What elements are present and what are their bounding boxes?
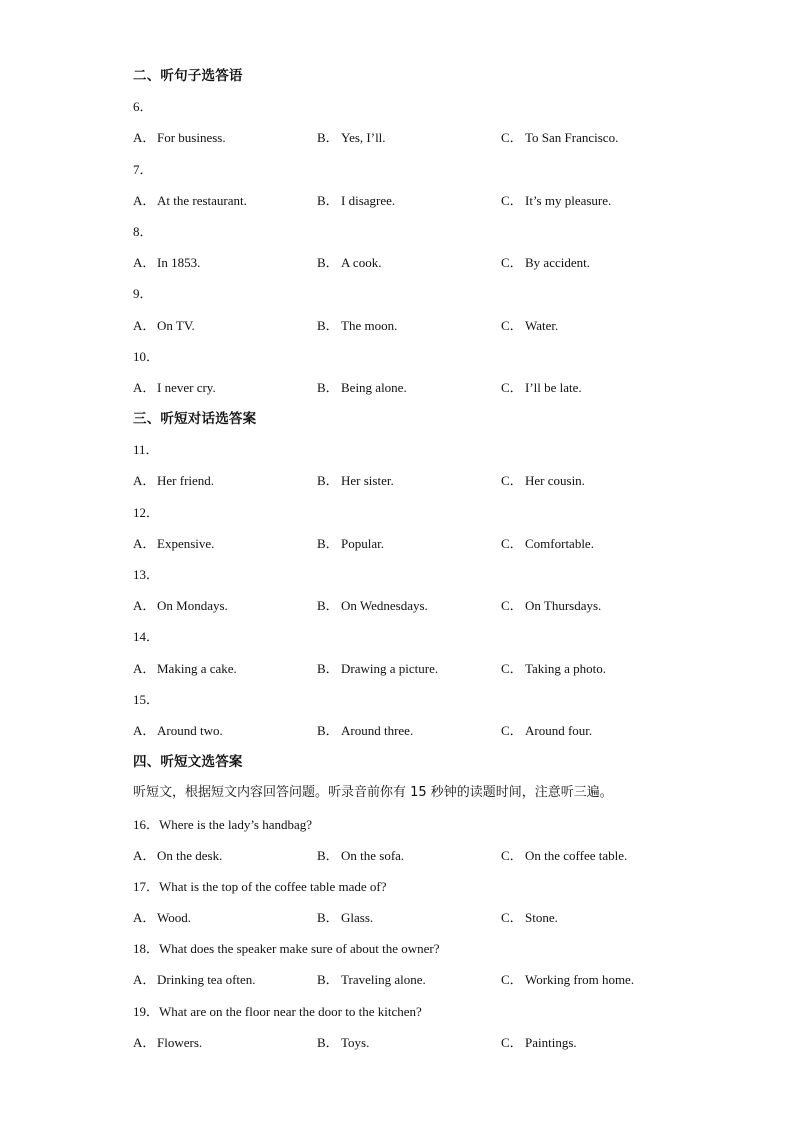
option-b (317, 534, 384, 554)
option-text: I never cry. (157, 379, 216, 395)
question-stem: 19．What are on the floor near the door to the kitchen? (133, 1003, 422, 1019)
question-stem: 12． (133, 504, 160, 520)
option-c (501, 970, 634, 990)
question-stem: 8． (133, 223, 153, 239)
option-text: Toys. (341, 1034, 370, 1050)
option-a (133, 908, 191, 928)
options-row (133, 128, 733, 159)
option-letter: A． (133, 660, 156, 676)
option-b (317, 128, 386, 148)
section-heading: 三、听短对话选答案 (133, 411, 257, 428)
options-row (133, 596, 733, 627)
option-c (501, 378, 582, 398)
option-c (501, 471, 585, 491)
option-text: On the sofa. (341, 847, 405, 863)
option-text: Wood. (157, 910, 191, 926)
option-letter: A． (133, 1034, 156, 1050)
option-b (317, 191, 395, 211)
option-text: Around four. (525, 722, 593, 738)
option-text: Making a cake. (157, 660, 237, 676)
option-text: Drinking tea often. (157, 972, 256, 988)
options-row (133, 534, 733, 565)
question-stem: 11． (133, 442, 159, 458)
options-row (133, 471, 733, 502)
options-row (133, 316, 733, 347)
option-text: I’ll be late. (525, 379, 582, 395)
option-c (501, 191, 611, 211)
option-text: Popular. (341, 535, 384, 551)
option-letter: A． (133, 473, 156, 489)
option-text: Yes, I’ll. (341, 130, 386, 146)
question-stem: 7． (133, 161, 153, 177)
option-letter: A． (133, 847, 156, 863)
option-b (317, 253, 381, 273)
option-b (317, 1033, 369, 1053)
option-letter: B． (317, 317, 339, 333)
option-letter: B． (317, 255, 339, 271)
section-instruction: 听短文，根据短文内容回答问题。听录音前你有 15 秒钟的读题时间，注意听三遍。 (133, 785, 613, 801)
option-c (501, 908, 558, 928)
option-a (133, 970, 256, 990)
option-c (501, 253, 590, 273)
option-a (133, 471, 214, 491)
option-text: Expensive. (157, 535, 215, 551)
option-text: Drawing a picture. (341, 660, 439, 676)
option-letter: B． (317, 130, 339, 146)
option-b (317, 846, 404, 866)
option-letter: B． (317, 192, 339, 208)
option-letter: A． (133, 598, 156, 614)
option-letter: C． (501, 972, 523, 988)
option-a (133, 534, 214, 554)
question-stem: 9． (133, 286, 153, 302)
option-letter: C． (501, 722, 523, 738)
option-letter: C． (501, 535, 523, 551)
option-text: Being alone. (341, 379, 407, 395)
option-text: Traveling alone. (341, 972, 426, 988)
option-a (133, 721, 223, 741)
option-letter: A． (133, 535, 156, 551)
option-letter: A． (133, 255, 156, 271)
option-b (317, 721, 413, 741)
document-page (133, 66, 733, 1064)
option-text: On TV. (157, 317, 195, 333)
option-text: Around two. (157, 722, 223, 738)
question-stem: 13． (133, 567, 160, 582)
option-letter: B． (317, 910, 339, 926)
option-text: It’s my pleasure. (525, 192, 612, 208)
option-text: Her sister. (341, 473, 394, 489)
option-text: In 1853. (157, 255, 201, 271)
option-text: By accident. (525, 255, 590, 271)
option-text: For business. (157, 130, 226, 146)
option-letter: C． (501, 1034, 523, 1050)
option-b (317, 659, 438, 679)
option-a (133, 596, 228, 616)
question-stem: 15． (133, 691, 160, 707)
option-text: At the restaurant. (157, 192, 247, 208)
option-text: Taking a photo. (525, 660, 607, 676)
option-text: On Mondays. (157, 598, 228, 614)
question-stem: 6． (133, 99, 153, 115)
options-row (133, 846, 733, 877)
option-text: Stone. (525, 910, 558, 926)
option-text: A cook. (341, 255, 382, 271)
option-letter: C． (501, 255, 523, 271)
options-row (133, 378, 733, 409)
option-c (501, 846, 627, 866)
option-a (133, 846, 222, 866)
options-row (133, 659, 733, 690)
options-row (133, 1033, 733, 1064)
option-a (133, 253, 200, 273)
option-a (133, 191, 247, 211)
option-letter: C． (501, 598, 523, 614)
option-c (501, 721, 592, 741)
option-c (501, 1033, 577, 1053)
option-letter: A． (133, 910, 156, 926)
option-a (133, 128, 226, 148)
option-text: Water. (525, 317, 559, 333)
option-a (133, 1033, 202, 1053)
option-letter: B． (317, 722, 339, 738)
section-heading: 二、听句子选答语 (133, 68, 243, 84)
option-c (501, 128, 618, 148)
option-letter: A． (133, 192, 156, 208)
option-b (317, 316, 397, 336)
options-row (133, 253, 733, 284)
option-letter: C． (501, 192, 523, 208)
option-c (501, 596, 601, 616)
question-stem: 18．What does the speaker make sure of about the owner? (133, 941, 440, 957)
option-a (133, 378, 216, 398)
option-letter: A． (133, 722, 156, 738)
option-b (317, 970, 426, 990)
options-row (133, 191, 733, 222)
option-text: Her cousin. (525, 473, 585, 489)
option-text: On Wednesdays. (341, 598, 428, 614)
option-letter: A． (133, 130, 156, 146)
option-a (133, 659, 237, 679)
section-heading: 四、听短文选答案 (133, 754, 243, 771)
option-a (133, 316, 195, 336)
option-c (501, 534, 594, 554)
option-b (317, 908, 373, 928)
options-row (133, 721, 733, 752)
option-text: Around three. (341, 722, 414, 738)
option-letter: C． (501, 910, 523, 926)
option-text: To San Francisco. (525, 130, 619, 146)
option-letter: C． (501, 473, 523, 489)
option-letter: B． (317, 473, 339, 489)
option-text: Paintings. (525, 1034, 577, 1050)
question-stem: 14． (133, 629, 160, 645)
option-letter: B． (317, 972, 339, 988)
option-letter: B． (317, 847, 339, 863)
option-letter: B． (317, 1034, 339, 1050)
option-letter: B． (317, 598, 339, 614)
option-text: Flowers. (157, 1034, 203, 1050)
option-letter: C． (501, 847, 523, 863)
option-letter: B． (317, 535, 339, 551)
option-text: Comfortable. (525, 535, 594, 551)
option-letter: A． (133, 379, 156, 395)
option-text: Her friend. (157, 473, 215, 489)
option-letter: C． (501, 130, 523, 146)
option-text: The moon. (341, 317, 398, 333)
options-row (133, 970, 733, 1001)
option-letter: A． (133, 972, 156, 988)
option-letter: C． (501, 317, 523, 333)
option-c (501, 316, 558, 336)
option-letter: A． (133, 317, 156, 333)
option-text: Glass. (341, 910, 374, 926)
option-letter: B． (317, 379, 339, 395)
question-stem: 17．What is the top of the coffee table made of? (133, 878, 387, 894)
option-b (317, 378, 407, 398)
option-letter: C． (501, 379, 523, 395)
option-letter: B． (317, 660, 339, 676)
option-b (317, 596, 428, 616)
option-text: On the desk. (157, 847, 223, 863)
question-stem: 16．Where is the lady’s handbag? (133, 816, 313, 832)
option-text: Working from home. (525, 972, 635, 988)
option-text: I disagree. (341, 192, 396, 208)
option-b (317, 471, 394, 491)
option-c (501, 659, 606, 679)
option-letter: C． (501, 660, 523, 676)
question-stem: 10． (133, 348, 160, 364)
option-text: On Thursdays. (525, 598, 602, 614)
options-row (133, 908, 733, 939)
option-text: On the coffee table. (525, 847, 628, 863)
